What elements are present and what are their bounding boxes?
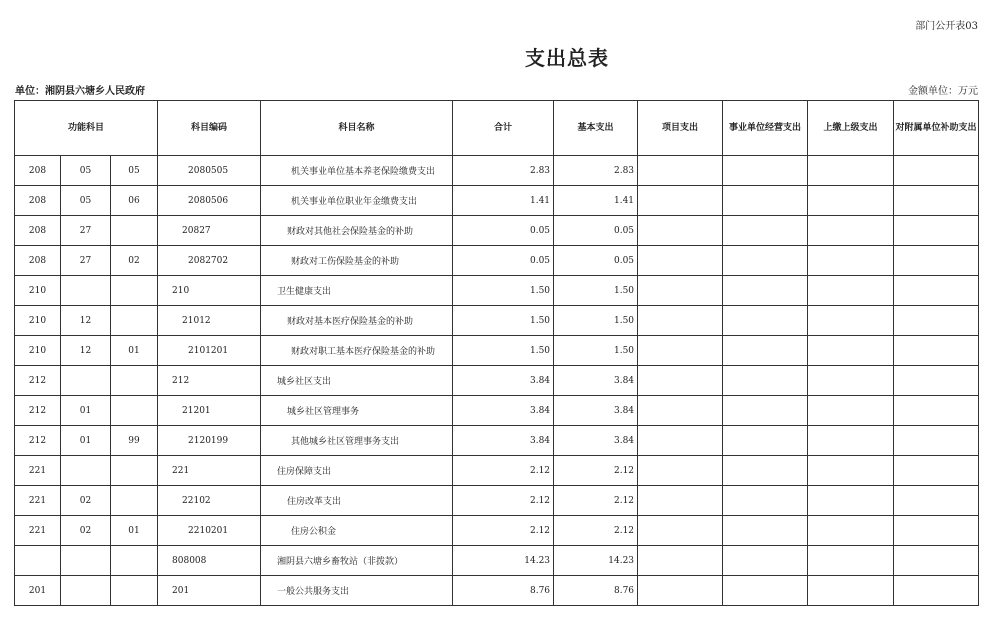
cell-subsidy — [894, 546, 979, 576]
cell-subsidy — [894, 426, 979, 456]
cell-subsidy — [894, 576, 979, 606]
cell-subitem: 06 — [111, 186, 158, 216]
cell-subsidy — [894, 186, 979, 216]
amount-unit-label: 金额单位：万元 — [908, 86, 978, 97]
cell-project — [638, 336, 723, 366]
cell-basic: 1.50 — [554, 276, 638, 306]
cell-total: 2.83 — [453, 156, 554, 186]
cell-business — [723, 156, 808, 186]
cell-subject-name: 财政对基本医疗保险基金的补助 — [261, 306, 453, 336]
cell-basic: 2.12 — [554, 456, 638, 486]
cell-item — [61, 366, 111, 396]
cell-total: 2.12 — [453, 486, 554, 516]
cell-project — [638, 396, 723, 426]
cell-subject-code: 22102 — [158, 486, 261, 516]
cell-basic: 3.84 — [554, 396, 638, 426]
cell-class: 210 — [15, 306, 61, 336]
cell-upper — [808, 426, 894, 456]
cell-business — [723, 336, 808, 366]
cell-subsidy — [894, 216, 979, 246]
cell-subitem: 02 — [111, 246, 158, 276]
cell-project — [638, 576, 723, 606]
cell-class: 221 — [15, 516, 61, 546]
header-total: 合计 — [453, 101, 554, 156]
header-basic: 基本支出 — [554, 101, 638, 156]
cell-subject-name: 住房改革支出 — [261, 486, 453, 516]
cell-subject-name: 机关事业单位基本养老保险缴费支出 — [261, 156, 453, 186]
cell-subsidy — [894, 156, 979, 186]
cell-item: 12 — [61, 306, 111, 336]
cell-basic: 0.05 — [554, 246, 638, 276]
expenditure-table — [14, 100, 979, 606]
cell-class: 210 — [15, 276, 61, 306]
cell-project — [638, 516, 723, 546]
cell-class: 210 — [15, 336, 61, 366]
cell-class — [15, 546, 61, 576]
table-row — [15, 216, 979, 246]
cell-subject-name: 一般公共服务支出 — [261, 576, 453, 606]
cell-subitem — [111, 486, 158, 516]
cell-project — [638, 306, 723, 336]
cell-subitem — [111, 276, 158, 306]
cell-subitem: 99 — [111, 426, 158, 456]
cell-subject-code: 2210201 — [158, 516, 261, 546]
cell-upper — [808, 396, 894, 426]
cell-item: 12 — [61, 336, 111, 366]
cell-item: 27 — [61, 246, 111, 276]
cell-business — [723, 216, 808, 246]
cell-total: 3.84 — [453, 366, 554, 396]
cell-subsidy — [894, 306, 979, 336]
cell-class: 208 — [15, 156, 61, 186]
form-code: 部门公开表03 — [915, 21, 978, 32]
cell-upper — [808, 366, 894, 396]
table-row — [15, 276, 979, 306]
table-row — [15, 396, 979, 426]
cell-total: 1.50 — [453, 276, 554, 306]
cell-upper — [808, 546, 894, 576]
cell-upper — [808, 276, 894, 306]
cell-item: 05 — [61, 186, 111, 216]
cell-subitem — [111, 216, 158, 246]
cell-business — [723, 246, 808, 276]
cell-business — [723, 366, 808, 396]
cell-basic: 1.41 — [554, 186, 638, 216]
cell-total: 3.84 — [453, 396, 554, 426]
cell-total: 1.50 — [453, 336, 554, 366]
cell-subject-name: 城乡社区支出 — [261, 366, 453, 396]
cell-subject-name: 住房保障支出 — [261, 456, 453, 486]
cell-total: 3.84 — [453, 426, 554, 456]
cell-total: 8.76 — [453, 576, 554, 606]
cell-class: 201 — [15, 576, 61, 606]
cell-subitem — [111, 546, 158, 576]
cell-subject-code: 2101201 — [158, 336, 261, 366]
cell-subject-code: 201 — [158, 576, 261, 606]
cell-upper — [808, 336, 894, 366]
cell-subject-code: 210 — [158, 276, 261, 306]
cell-project — [638, 426, 723, 456]
cell-subject-code: 21201 — [158, 396, 261, 426]
cell-project — [638, 456, 723, 486]
cell-business — [723, 186, 808, 216]
cell-subject-name: 财政对工伤保险基金的补助 — [261, 246, 453, 276]
page-title: 支出总表 — [525, 46, 609, 70]
cell-item: 01 — [61, 426, 111, 456]
cell-subject-code: 2080506 — [158, 186, 261, 216]
cell-basic: 14.23 — [554, 546, 638, 576]
cell-item — [61, 456, 111, 486]
cell-basic: 2.12 — [554, 516, 638, 546]
cell-total: 2.12 — [453, 516, 554, 546]
cell-subject-name: 住房公积金 — [261, 516, 453, 546]
cell-total: 1.50 — [453, 306, 554, 336]
cell-subitem — [111, 576, 158, 606]
header-upper: 上缴上级支出 — [808, 101, 894, 156]
cell-subject-name: 财政对其他社会保险基金的补助 — [261, 216, 453, 246]
cell-project — [638, 486, 723, 516]
cell-subitem — [111, 366, 158, 396]
cell-project — [638, 276, 723, 306]
cell-basic: 0.05 — [554, 216, 638, 246]
cell-total: 14.23 — [453, 546, 554, 576]
cell-upper — [808, 246, 894, 276]
cell-total: 1.41 — [453, 186, 554, 216]
cell-item: 02 — [61, 486, 111, 516]
cell-item: 02 — [61, 516, 111, 546]
header-business: 事业单位经营支出 — [723, 101, 808, 156]
cell-basic: 3.84 — [554, 366, 638, 396]
cell-project — [638, 156, 723, 186]
table-row — [15, 186, 979, 216]
cell-total: 0.05 — [453, 246, 554, 276]
cell-subject-code: 2082702 — [158, 246, 261, 276]
cell-upper — [808, 216, 894, 246]
table-row — [15, 336, 979, 366]
table-row — [15, 546, 979, 576]
cell-business — [723, 456, 808, 486]
cell-subsidy — [894, 276, 979, 306]
cell-subsidy — [894, 366, 979, 396]
cell-subject-name: 财政对职工基本医疗保险基金的补助 — [261, 336, 453, 366]
cell-project — [638, 366, 723, 396]
cell-basic: 1.50 — [554, 336, 638, 366]
cell-subject-name: 湘阴县六塘乡畜牧站（非拨款） — [261, 546, 453, 576]
cell-item: 05 — [61, 156, 111, 186]
table-row — [15, 156, 979, 186]
cell-subject-code: 2080505 — [158, 156, 261, 186]
cell-upper — [808, 156, 894, 186]
cell-subject-code: 20827 — [158, 216, 261, 246]
cell-basic: 3.84 — [554, 426, 638, 456]
cell-class: 208 — [15, 246, 61, 276]
cell-item — [61, 546, 111, 576]
cell-class: 208 — [15, 216, 61, 246]
cell-class: 221 — [15, 456, 61, 486]
cell-upper — [808, 456, 894, 486]
header-subject-code: 科目编码 — [158, 101, 261, 156]
table-row — [15, 426, 979, 456]
cell-business — [723, 306, 808, 336]
cell-basic: 2.83 — [554, 156, 638, 186]
cell-class: 221 — [15, 486, 61, 516]
cell-subject-code: 21012 — [158, 306, 261, 336]
cell-subitem — [111, 456, 158, 486]
header-project: 项目支出 — [638, 101, 723, 156]
header-subject-name: 科目名称 — [261, 101, 453, 156]
cell-subsidy — [894, 516, 979, 546]
cell-class: 208 — [15, 186, 61, 216]
table-header-row — [15, 101, 979, 156]
cell-upper — [808, 486, 894, 516]
cell-subitem: 01 — [111, 336, 158, 366]
cell-subject-name: 城乡社区管理事务 — [261, 396, 453, 426]
cell-project — [638, 186, 723, 216]
cell-business — [723, 576, 808, 606]
cell-business — [723, 426, 808, 456]
table-row — [15, 306, 979, 336]
cell-project — [638, 216, 723, 246]
cell-subject-code: 221 — [158, 456, 261, 486]
cell-business — [723, 516, 808, 546]
cell-upper — [808, 576, 894, 606]
cell-subitem: 01 — [111, 516, 158, 546]
table-row — [15, 486, 979, 516]
cell-subject-code: 808008 — [158, 546, 261, 576]
cell-total: 0.05 — [453, 216, 554, 246]
header-subsidy: 对附属单位补助支出 — [894, 101, 979, 156]
cell-class: 212 — [15, 396, 61, 426]
cell-business — [723, 276, 808, 306]
cell-item: 01 — [61, 396, 111, 426]
cell-class: 212 — [15, 366, 61, 396]
table-row — [15, 456, 979, 486]
cell-subitem: 05 — [111, 156, 158, 186]
table-row — [15, 366, 979, 396]
cell-subitem — [111, 396, 158, 426]
cell-business — [723, 546, 808, 576]
cell-upper — [808, 516, 894, 546]
table-row — [15, 576, 979, 606]
cell-subject-name: 机关事业单位职业年金缴费支出 — [261, 186, 453, 216]
cell-total: 2.12 — [453, 456, 554, 486]
cell-subsidy — [894, 396, 979, 426]
table-row — [15, 516, 979, 546]
cell-basic: 2.12 — [554, 486, 638, 516]
cell-subject-name: 卫生健康支出 — [261, 276, 453, 306]
cell-item: 27 — [61, 216, 111, 246]
cell-basic: 1.50 — [554, 306, 638, 336]
cell-basic: 8.76 — [554, 576, 638, 606]
cell-subject-code: 212 — [158, 366, 261, 396]
cell-subject-name: 其他城乡社区管理事务支出 — [261, 426, 453, 456]
header-func-subject: 功能科目 — [15, 101, 158, 156]
table-row — [15, 246, 979, 276]
cell-item — [61, 276, 111, 306]
cell-subsidy — [894, 486, 979, 516]
cell-subitem — [111, 306, 158, 336]
cell-business — [723, 396, 808, 426]
cell-subject-code: 2120199 — [158, 426, 261, 456]
cell-upper — [808, 186, 894, 216]
cell-item — [61, 576, 111, 606]
cell-subsidy — [894, 336, 979, 366]
cell-subsidy — [894, 246, 979, 276]
cell-project — [638, 246, 723, 276]
cell-project — [638, 546, 723, 576]
cell-subsidy — [894, 456, 979, 486]
unit-label: 单位：湘阴县六塘乡人民政府 — [15, 86, 145, 97]
cell-business — [723, 486, 808, 516]
cell-upper — [808, 306, 894, 336]
cell-class: 212 — [15, 426, 61, 456]
